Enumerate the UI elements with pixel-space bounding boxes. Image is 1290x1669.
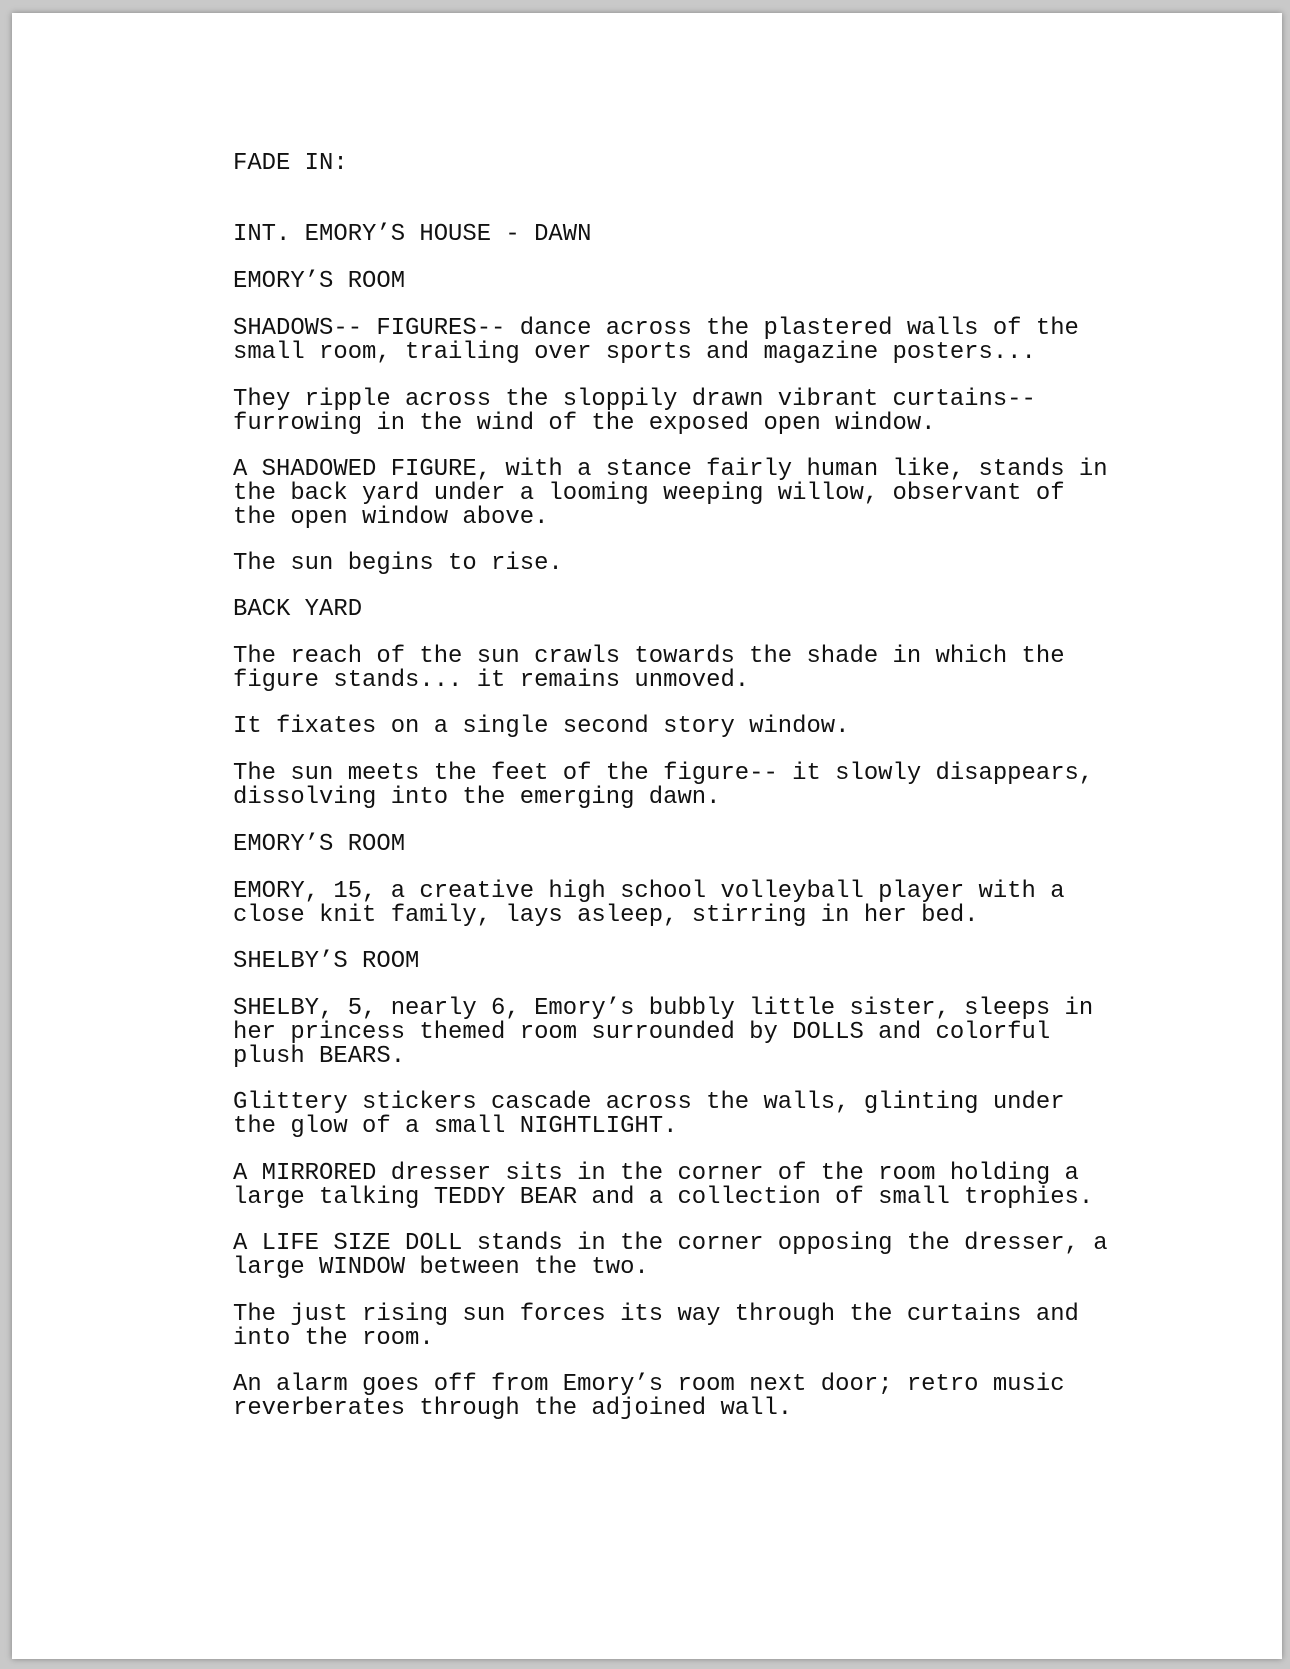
- action-line: The sun meets the feet of the figure-- it slowly disappears,: [233, 760, 1094, 787]
- action-line: small room, trailing over sports and magazine posters...: [233, 339, 1036, 366]
- action-line: The reach of the sun crawls towards the shade in which the: [233, 643, 1065, 670]
- action-line: A SHADOWED FIGURE, with a stance fairly human like, stands in: [233, 456, 1108, 483]
- action-line: Glittery stickers cascade across the walls, glinting under: [233, 1089, 1065, 1116]
- action-line: into the room.: [233, 1325, 434, 1352]
- action-line: They ripple across the sloppily drawn vibrant curtains--: [233, 386, 1036, 413]
- script-page: [12, 13, 1282, 1659]
- sub-heading: EMORY’S ROOM: [233, 831, 406, 858]
- action-line: large talking TEDDY BEAR and a collection of small trophies.: [233, 1184, 1094, 1211]
- action-line: A LIFE SIZE DOLL stands in the corner opposing the dresser, a: [233, 1230, 1108, 1257]
- action-line: figure stands... it remains unmoved.: [233, 667, 750, 694]
- action-line: her princess themed room surrounded by DOLLS and colorful: [233, 1019, 1051, 1046]
- action-line: EMORY, 15, a creative high school volleyball player with a: [233, 878, 1065, 905]
- action-line: furrowing in the wind of the exposed open window.: [233, 410, 936, 437]
- action-line: It fixates on a single second story window.: [233, 713, 850, 740]
- action-line: the back yard under a looming weeping willow, observant of: [233, 480, 1065, 507]
- action-line: dissolving into the emerging dawn.: [233, 784, 721, 811]
- action-line: the open window above.: [233, 504, 549, 531]
- action-line: close knit family, lays asleep, stirring in her bed.: [233, 902, 979, 929]
- sub-heading: EMORY’S ROOM: [233, 268, 406, 295]
- action-line: SHELBY, 5, nearly 6, Emory’s bubbly little sister, sleeps in: [233, 995, 1094, 1022]
- action-line: An alarm goes off from Emory’s room next door; retro music: [233, 1371, 1065, 1398]
- sub-heading: BACK YARD: [233, 596, 363, 623]
- action-line: large WINDOW between the two.: [233, 1254, 649, 1281]
- scene-heading: INT. EMORY’S HOUSE - DAWN: [233, 221, 592, 248]
- action-line: The just rising sun forces its way through the curtains and: [233, 1301, 1079, 1328]
- action-line: SHADOWS-- FIGURES-- dance across the plastered walls of the: [233, 315, 1079, 342]
- action-line: plush BEARS.: [233, 1043, 406, 1070]
- sub-heading: SHELBY’S ROOM: [233, 948, 420, 975]
- action-line: the glow of a small NIGHTLIGHT.: [233, 1113, 678, 1140]
- action-line: reverberates through the adjoined wall.: [233, 1395, 793, 1422]
- action-line: The sun begins to rise.: [233, 550, 563, 577]
- transition: FADE IN:: [233, 150, 348, 177]
- action-line: A MIRRORED dresser sits in the corner of the room holding a: [233, 1160, 1079, 1187]
